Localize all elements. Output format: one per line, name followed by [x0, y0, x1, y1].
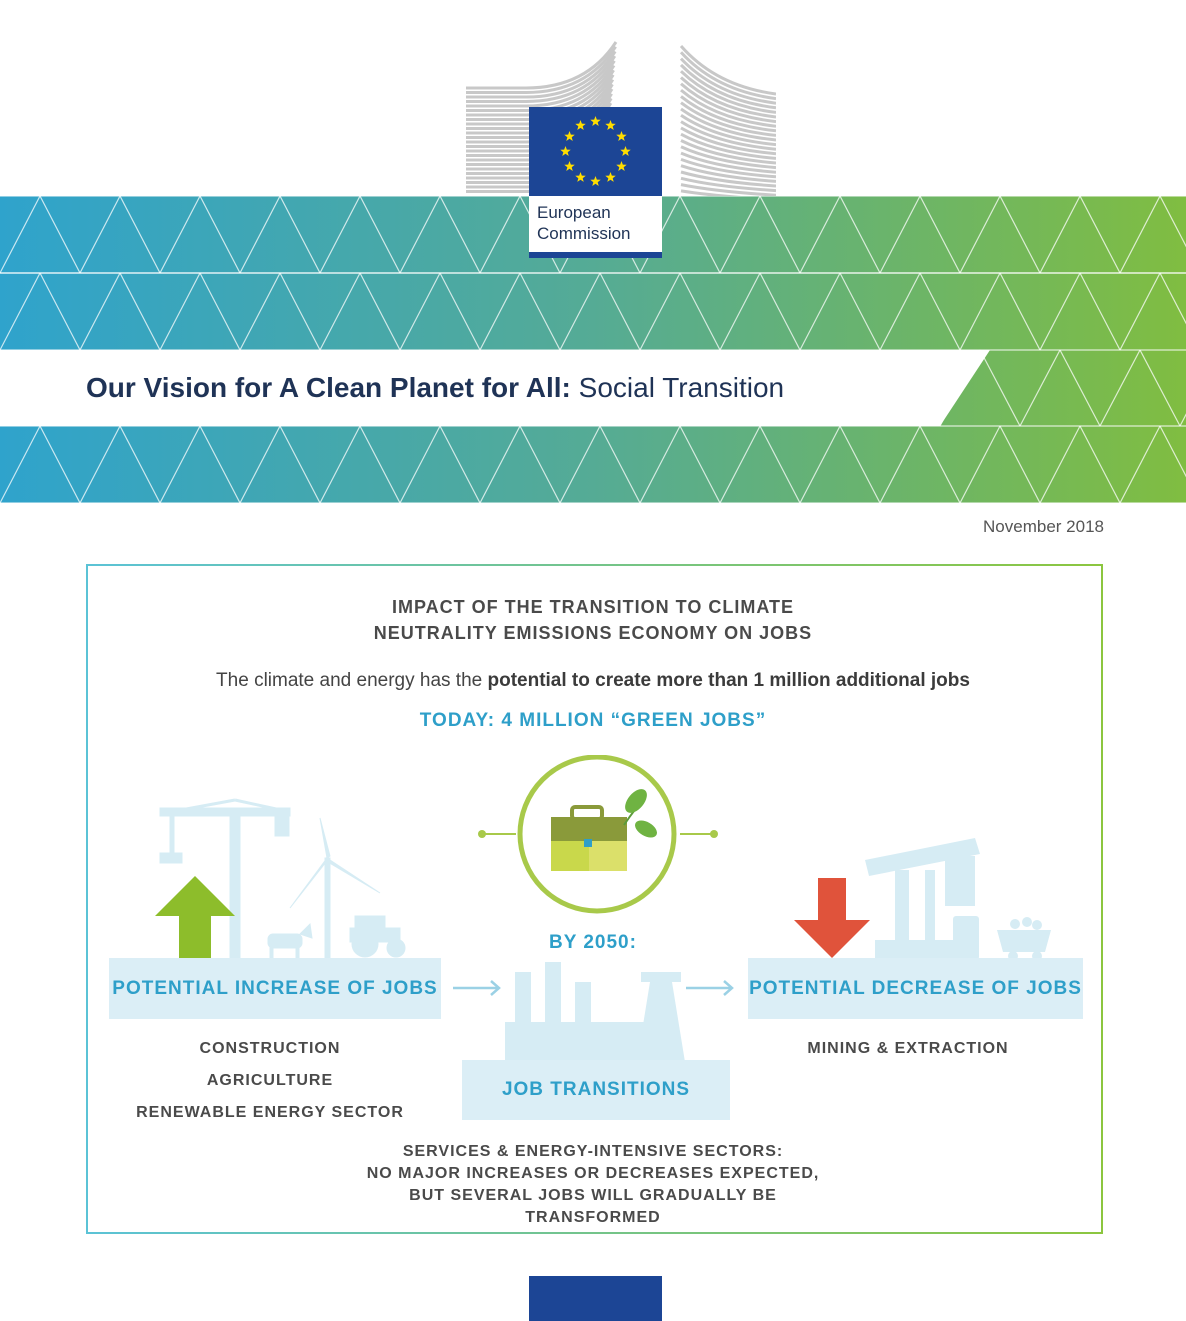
green-briefcase-icon [476, 755, 720, 915]
logo-underline [529, 252, 662, 258]
sector-renewable: RENEWABLE ENERGY SECTOR [136, 1104, 404, 1121]
title-bold: Our Vision for A Clean Planet for All: [86, 372, 571, 403]
logo-line2: Commission [537, 224, 631, 243]
subline-bold: potential to create more than 1 million additional jobs [487, 670, 970, 691]
decrease-illustration [855, 830, 1055, 960]
job-transitions-label: JOB TRANSITIONS [462, 1060, 730, 1120]
arrow-right-icon [453, 978, 503, 998]
title-normal: Social Transition [570, 372, 785, 403]
publication-date: November 2018 [983, 517, 1104, 536]
footer-flag-bar [529, 1276, 662, 1321]
sector-mining: MINING & EXTRACTION [807, 1040, 1009, 1057]
logo-line1: European [537, 203, 611, 222]
arrow-down-icon [794, 878, 870, 958]
sector-agriculture: AGRICULTURE [206, 1072, 334, 1089]
subline-normal: The climate and energy has the [216, 670, 488, 691]
logo-text [529, 196, 662, 252]
services-line: BUT SEVERAL JOBS WILL GRADUALLY BE [409, 1187, 777, 1204]
infographic-heading-line2: NEUTRALITY EMISSIONS ECONOMY ON JOBS [373, 623, 813, 643]
infographic-subline [0, 668, 1186, 694]
services-note [0, 1141, 1186, 1229]
arrow-right-icon [686, 978, 736, 998]
factory-icon [505, 962, 690, 1062]
sector-construction: CONSTRUCTION [199, 1040, 341, 1057]
services-line: NO MAJOR INCREASES OR DECREASES EXPECTED, [366, 1165, 820, 1182]
potential-decrease-label: POTENTIAL DECREASE OF JOBS [748, 958, 1083, 1019]
potential-increase-label: POTENTIAL INCREASE OF JOBS [109, 958, 441, 1019]
infographic-heading-line1: IMPACT OF THE TRANSITION TO CLIMATE [392, 597, 794, 617]
services-line: SERVICES & ENERGY-INTENSIVE SECTORS: [402, 1143, 784, 1160]
today-green-jobs: TODAY: 4 MILLION “GREEN JOBS” [419, 710, 767, 731]
page-title [86, 366, 784, 410]
eu-flag-icon [529, 107, 662, 196]
services-line: TRANSFORMED [525, 1209, 661, 1226]
by-2050-label: BY 2050: [549, 932, 637, 953]
